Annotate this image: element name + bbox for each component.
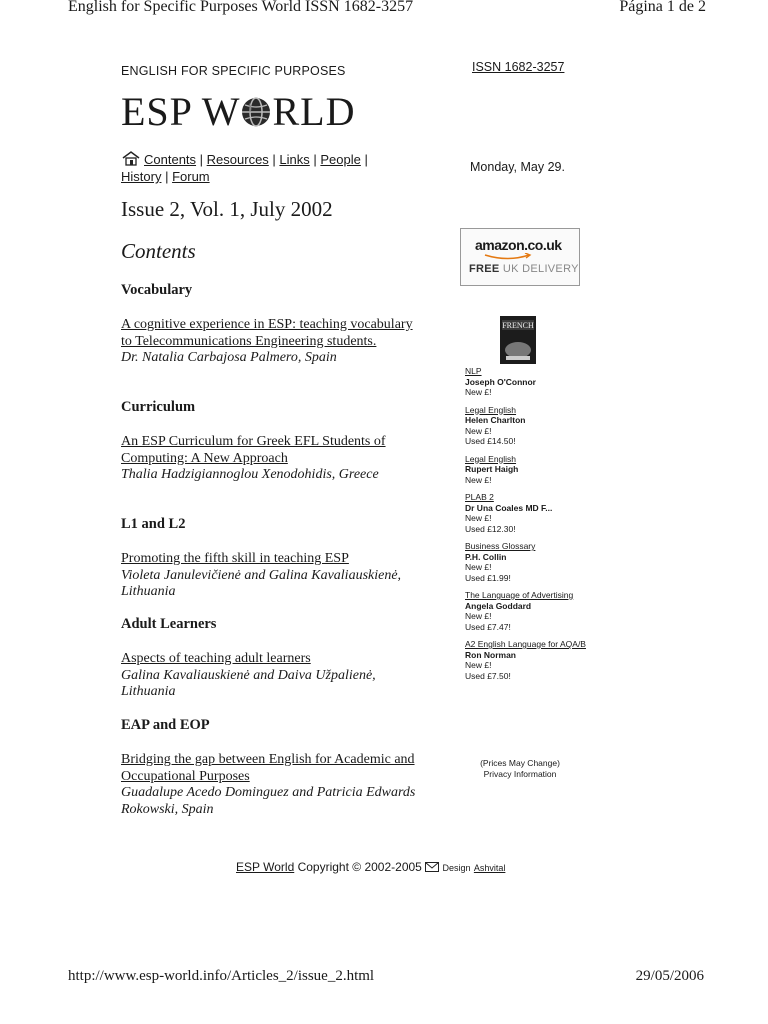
copyright-line: [236, 860, 505, 875]
ad-delivery-text: [469, 263, 579, 275]
nav-separator: |: [360, 152, 368, 167]
section-l1-l2: [121, 516, 421, 601]
nav-separator: |: [309, 152, 321, 167]
book-new-price: New £!: [465, 387, 492, 397]
book-item: [465, 639, 595, 681]
section-heading: EAP and EOP: [121, 717, 210, 733]
amazon-ad-banner[interactable]: [460, 228, 580, 286]
book-new-price: New £!: [465, 474, 492, 485]
issn-link[interactable]: ISSN 1682-3257: [472, 60, 565, 74]
book-cover-image[interactable]: [500, 316, 536, 364]
nav-forum[interactable]: Forum: [172, 169, 210, 184]
amazon-logo: amazon.co.uk: [475, 237, 562, 253]
book-item: [465, 366, 595, 398]
book-author: Ron Norman: [465, 649, 516, 660]
book-title-link[interactable]: Legal English: [465, 453, 517, 464]
home-icon[interactable]: [121, 150, 141, 169]
book-new-price: New £!: [465, 562, 492, 572]
site-kicker: ENGLISH FOR SPECIFIC PURPOSES: [121, 64, 346, 78]
book-title-link[interactable]: Legal English: [465, 404, 517, 415]
book-used-price: Used £12.30!: [465, 523, 516, 534]
amazon-smile-icon: [483, 253, 533, 261]
article-author: Violeta Janulevičienė and Galina Kavaliauskienė, Lithuania: [121, 567, 402, 599]
book-author: Rupert Haigh: [465, 464, 519, 474]
book-list: [465, 366, 595, 688]
logo-text-end: RLD: [272, 89, 356, 134]
nav-separator: |: [161, 169, 173, 184]
design-label: Design: [442, 863, 471, 873]
site-logo[interactable]: [121, 89, 356, 135]
book-author: Angela Goddard: [465, 600, 532, 611]
main-nav: [121, 150, 401, 184]
book-item: [465, 405, 595, 447]
book-title-link[interactable]: The Language of Advertising: [465, 590, 574, 600]
mail-icon[interactable]: [425, 861, 439, 875]
print-header-page: Página 1 de 2: [619, 0, 706, 15]
book-new-price: New £!: [465, 660, 492, 670]
book-author: Dr Una Coales MD F...: [465, 502, 553, 513]
copyright-text: Copyright © 2002-2005: [294, 860, 426, 874]
book-used-price: Used £1.99!: [465, 572, 511, 583]
book-author: Joseph O'Connor: [465, 376, 536, 387]
article-link[interactable]: Promoting the fifth skill in teaching ESP: [121, 551, 349, 566]
print-footer-url: http://www.esp-world.info/Articles_2/issue_2.html: [68, 968, 375, 984]
ad-delivery: UK DELIVERY: [502, 263, 579, 275]
book-author: P.H. Collin: [465, 551, 507, 562]
book-title-link[interactable]: A2 English Language for AQA/B: [465, 639, 586, 649]
book-new-price: New £!: [465, 425, 492, 436]
section-heading: Vocabulary: [121, 282, 193, 298]
article-link[interactable]: A cognitive experience in ESP: teaching vocabulary to Telecommunications Engineering students.: [121, 317, 413, 349]
nav-history[interactable]: History: [121, 169, 162, 184]
book-item: [465, 590, 595, 632]
section-adult-learners: [121, 616, 421, 701]
print-footer-date: 29/05/2006: [635, 968, 704, 984]
date-display: Monday, May 29.: [470, 160, 565, 174]
book-new-price: New £!: [465, 611, 492, 621]
article-author: Dr. Natalia Carbajosa Palmero, Spain: [121, 350, 337, 365]
book-used-price: Used £14.50!: [465, 436, 516, 446]
section-eap-eop: [121, 717, 421, 818]
prices-may-change: (Prices May Change): [480, 758, 560, 768]
article-author: Guadalupe Acedo Dominguez and Patricia Edwards Rokowski, Spain: [121, 785, 416, 817]
book-used-price: Used £7.47!: [465, 621, 511, 632]
article-author: Galina Kavaliauskienė and Daiva Užpalienė, Lithuania: [121, 667, 376, 699]
issue-title: Issue 2, Vol. 1, July 2002: [121, 197, 333, 221]
book-new-price: New £!: [465, 513, 492, 523]
price-note: [465, 758, 575, 780]
book-title-link[interactable]: NLP: [465, 366, 482, 376]
article-author: Thalia Hadzigiannoglou Xenodohidis, Greece: [121, 467, 379, 482]
nav-people[interactable]: People: [320, 152, 361, 167]
contents-heading: Contents: [121, 239, 196, 263]
nav-resources[interactable]: Resources: [206, 152, 269, 167]
nav-links[interactable]: Links: [279, 152, 310, 167]
book-title-link[interactable]: Business Glossary: [465, 541, 536, 551]
nav-separator: |: [196, 152, 207, 167]
section-heading: Adult Learners: [121, 616, 217, 632]
book-item: [465, 541, 595, 583]
book-author: Helen Charlton: [465, 415, 526, 425]
section-curriculum: [121, 399, 421, 484]
privacy-information-link[interactable]: Privacy Information: [483, 769, 557, 779]
nav-contents[interactable]: Contents: [144, 152, 197, 167]
section-heading: L1 and L2: [121, 516, 186, 532]
logo-text-start: ESP W: [121, 89, 241, 134]
section-heading: Curriculum: [121, 399, 196, 415]
book-cover-title: FRENCH: [502, 321, 534, 330]
esp-world-link[interactable]: ESP World: [236, 860, 295, 874]
ad-free: FREE: [469, 263, 500, 275]
book-item: [465, 454, 595, 486]
nav-separator: |: [268, 152, 280, 167]
article-link[interactable]: An ESP Curriculum for Greek EFL Students of Computing: A New Approach: [121, 434, 386, 466]
globe-icon: [240, 95, 272, 135]
article-link[interactable]: Bridging the gap between English for Academic and Occupational Purposes: [121, 752, 415, 784]
designer-link[interactable]: Ashvital: [473, 863, 506, 873]
book-title-link[interactable]: PLAB 2: [465, 492, 494, 502]
book-used-price: Used £7.50!: [465, 670, 511, 681]
book-item: [465, 492, 595, 534]
section-vocabulary: [121, 282, 421, 367]
print-header-title: English for Specific Purposes World ISSN 1682-3257: [68, 0, 414, 15]
article-link[interactable]: Aspects of teaching adult learners: [121, 651, 311, 666]
